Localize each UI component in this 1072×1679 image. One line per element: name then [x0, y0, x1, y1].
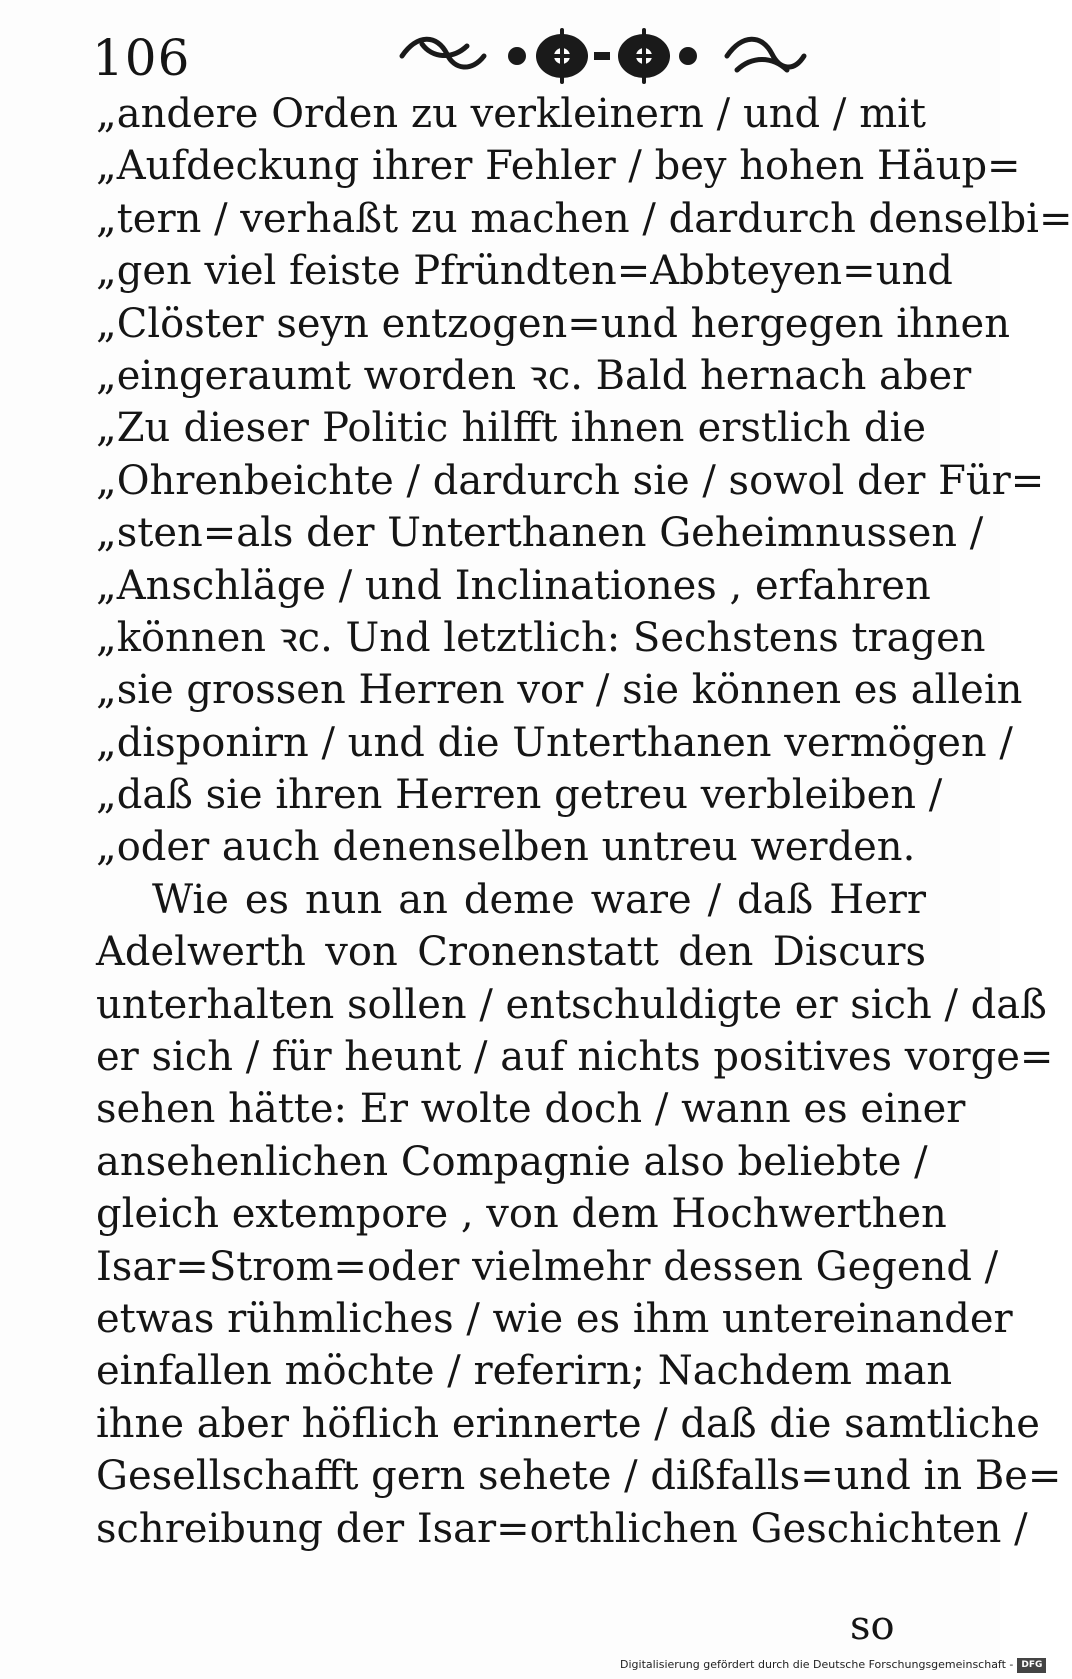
text-line: Gesellschafft gern sehete / dißfalls=und in Be=	[96, 1453, 1062, 1500]
text-line: Adelwerth von Cronenstatt den Discurs	[96, 929, 926, 976]
text-line: ansehenlichen Compagnie also beliebte /	[96, 1138, 928, 1185]
text-line: sehen hätte: Er wolte doch / wann es einer	[96, 1086, 966, 1133]
text-line: gleich extempore , von dem Hochwerthen	[96, 1191, 947, 1238]
dfg-badge: DFG	[1017, 1658, 1046, 1673]
text-line: „andere Orden zu verkleinern / und / mit	[96, 91, 926, 137]
text-line: „Anschläge / und Inclinationes , erfahren	[96, 562, 931, 609]
text-line: er sich / für heunt / auf nichts positives vorge=	[96, 1034, 1054, 1081]
text-line: „sie grossen Herren vor / sie können es allein	[96, 667, 1023, 714]
text-line: „sten=als der Unterthanen Geheimnussen /	[96, 510, 984, 557]
credit-text: Digitalisierung gefördert durch die Deutsche Forschungsgemeinschaft -	[620, 1658, 1014, 1671]
digitization-credit	[620, 1655, 1043, 1675]
body-text	[96, 88, 1072, 1555]
text-line: „Clöster seyn entzogen=und hergegen ihnen	[96, 300, 1010, 347]
text-line: schreibung der Isar=orthlichen Geschichten /	[96, 1505, 1028, 1552]
text-line: „tern / verhaßt zu machen / dardurch denselbi=	[96, 195, 1072, 242]
text-line: „gen viel feiste Pfründten=Abbteyen=und	[96, 248, 953, 295]
text-line: Wie es nun an deme ware / daß Herr	[152, 876, 926, 923]
text-line: ihne aber höflich erinnerte / daß die samtliche	[96, 1400, 1040, 1447]
text-line: einfallen möchte / referirn; Nachdem man	[96, 1348, 953, 1395]
text-line: „Zu dieser Politic hilfft ihnen erstlich die	[96, 405, 926, 452]
text-line: „disponirn / und die Unterthanen vermögen /	[96, 719, 1013, 766]
text-line: „Aufdeckung ihrer Fehler / bey hohen Häup=	[96, 143, 1021, 190]
fleuron-ornament	[392, 26, 812, 84]
page-header	[92, 22, 892, 92]
text-line: Isar=Strom=oder vielmehr dessen Gegend /	[96, 1243, 999, 1290]
text-line: „können ꝛc. Und letztlich: Sechstens tragen	[96, 614, 986, 661]
text-line: „daß sie ihren Herren getreu verbleiben /	[96, 772, 943, 819]
text-line: „eingeraumt worden ꝛc. Bald hernach aber	[96, 352, 972, 399]
text-line: „Ohrenbeichte / dardurch sie / sowol der Für=	[96, 457, 1045, 504]
catchword: so	[850, 1603, 895, 1649]
text-line: unterhalten sollen / entschuldigte er sich / daß	[96, 981, 1047, 1028]
text-line: „oder auch denenselben untreu werden.	[96, 824, 916, 871]
text-line: etwas rühmliches / wie es ihm untereinander	[96, 1295, 1013, 1342]
page-number: 106	[92, 29, 191, 87]
